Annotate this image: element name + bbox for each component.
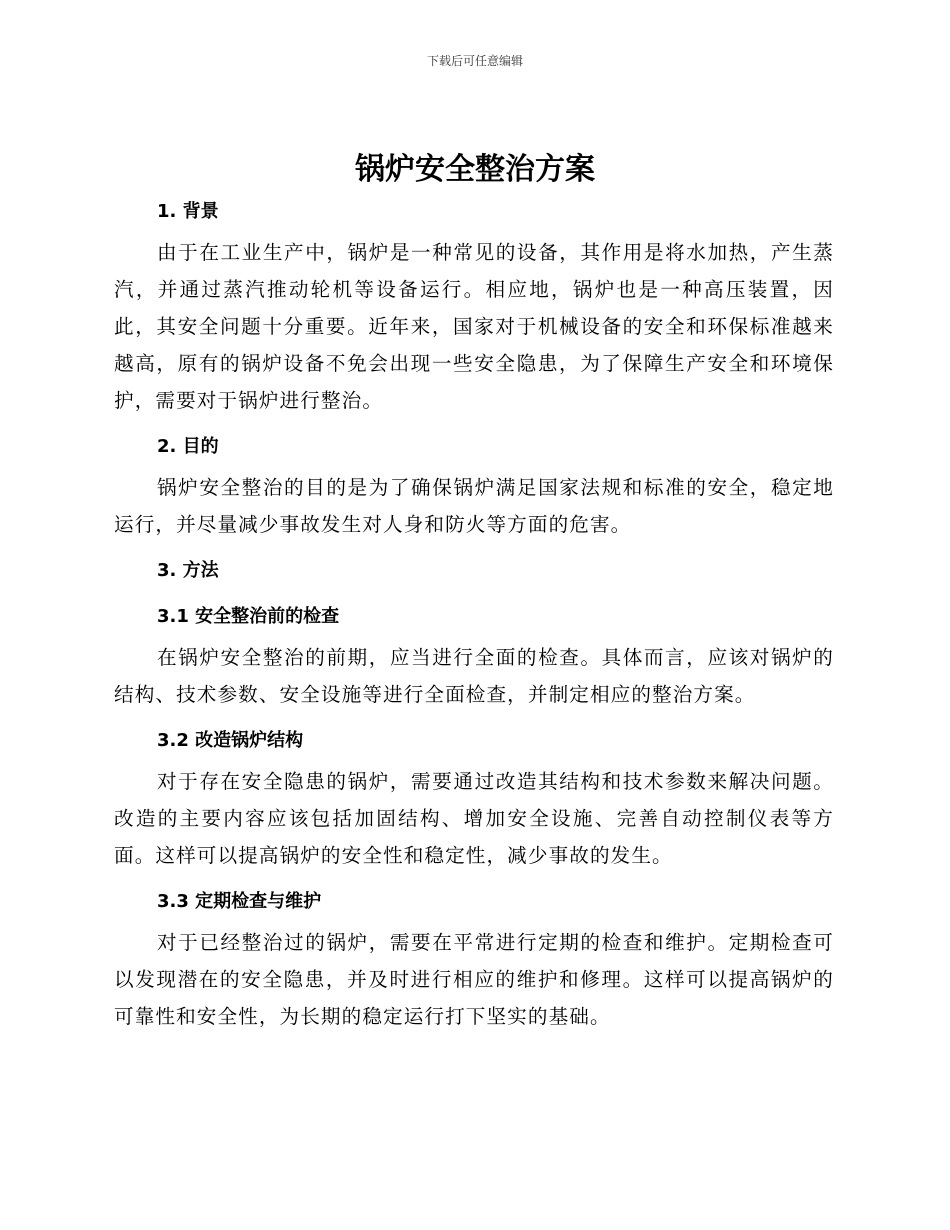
document-body [114, 193, 834, 1035]
section-paragraph-maintenance: 对于已经整治过的锅炉，需要在平常进行定期的检查和维护。定期检查可以发现潜在的安全隐患，并及时进行相应的维护和修理。这样可以提高锅炉的可靠性和安全性，为长期的稳定运行打下坚实的基础。 [114, 931, 834, 1028]
section-paragraph-background: 由于在工业生产中，锅炉是一种常见的设备，其作用是将水加热，产生蒸汽，并通过蒸汽推动轮机等设备运行。相应地，锅炉也是一种高压装置，因此，其安全问题十分重要。近年来，国家对于机械设备的安全和环保标准越来越高，原有的锅炉设备不免会出现一些安全隐患，为了保障生产安全和环境保护，需要对于锅炉进行整治。 [114, 241, 834, 412]
section-paragraph-restructure: 对于存在安全隐患的锅炉，需要通过改造其结构和技术参数来解决问题。改造的主要内容应该包括加固结构、增加安全设施、完善自动控制仪表等方面。这样可以提高锅炉的安全性和稳定性，减少事故的发生。 [114, 770, 834, 867]
section-heading-purpose: 2. 目的 [157, 436, 219, 457]
section-heading-maintenance: 3.3 定期检查与维护 [157, 891, 322, 912]
document-title: 锅炉安全整治方案 [355, 152, 595, 187]
page-header-note: 下载后可任意编辑 [426, 54, 523, 68]
section-heading-background: 1. 背景 [157, 201, 219, 222]
section-paragraph-pre-inspection: 在锅炉安全整治的前期，应当进行全面的检查。具体而言，应该对锅炉的结构、技术参数、安全设施等进行全面检查，并制定相应的整治方案。 [114, 646, 834, 706]
section-heading-pre-inspection: 3.1 安全整治前的检查 [157, 606, 340, 627]
section-heading-restructure: 3.2 改造锅炉结构 [157, 730, 304, 751]
section-heading-method: 3. 方法 [157, 560, 219, 581]
section-paragraph-purpose: 锅炉安全整治的目的是为了确保锅炉满足国家法规和标准的安全，稳定地运行，并尽量减少事故发生对人身和防火等方面的危害。 [114, 476, 834, 536]
